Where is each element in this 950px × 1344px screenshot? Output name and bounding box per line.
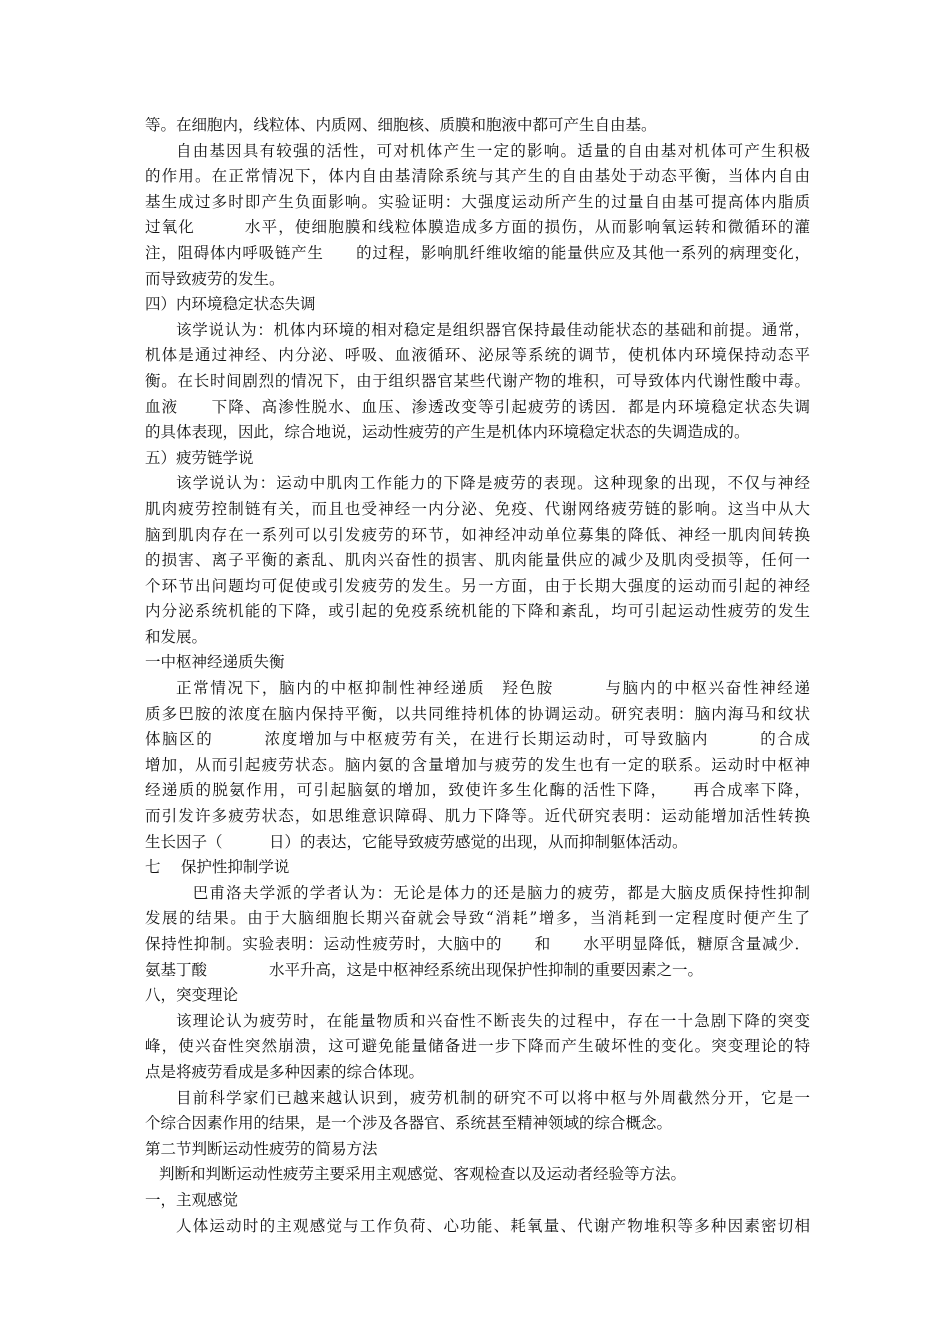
text-line: 增加，从而引起疲劳状态。脑内氨的含量增加与疲劳的发生也有一定的联系。运动时中枢神 — [145, 755, 810, 774]
text-line: 八，突变理论 — [145, 986, 239, 1005]
text-line: 自由基因具有较强的活性，可对机体产生一定的影响。适量的自由基对机体可产生积极 — [176, 141, 810, 160]
text-line: 肌肉疲劳控制链有关，而且也受神经一内分泌、免疫、代谢网络疲劳链的影响。这当中从大 — [145, 499, 810, 518]
text-line: 七 保护性抑制学说 — [145, 858, 290, 877]
text-line: 个环节出问题均可促使或引发疲劳的发生。另一方面，由于长期大强度的运动而引起的神经 — [145, 576, 810, 595]
text-line: 质多巴胺的浓度在脑内保持平衡，以共同维持机体的协调运动。研究表明：脑内海马和纹状 — [145, 704, 810, 723]
text-line: 发展的结果。由于大脑细胞长期兴奋就会导致“消耗”增多，当消耗到一定程度时便产生了 — [145, 909, 810, 928]
text-line: 该理论认为疲劳时，在能量物质和兴奋性不断丧失的过程中，存在一十急剧下降的突变 — [176, 1011, 810, 1030]
text-line: 点是将疲劳看成是多种因素的综合体现。 — [145, 1062, 425, 1081]
text-line: 的作用。在正常情况下，体内自由基清除系统与其产生的自由基处于动态平衡，当体内自由 — [145, 167, 810, 186]
text-line: 该学说认为：机体内环境的相对稳定是组织器官保持最佳动能状态的基础和前提。通常， — [176, 320, 810, 339]
text-line: 体脑区的 浓度增加与中枢疲劳有关，在进行长期运动时，可导致脑内 的合成 — [145, 730, 810, 749]
text-line: 机体是通过神经、内分泌、呼吸、血液循环、泌尿等系统的调节，使机体内环境保持动态平 — [145, 346, 810, 365]
text-line: 等。在细胞内，线粒体、内质网、细胞核、质膜和胞液中都可产生自由基。 — [145, 116, 657, 134]
text-line: 的具体表现，因此，综合地说，运动性疲劳的产生是机体内环境稳定状态的失调造成的。 — [145, 423, 750, 442]
text-line: 五）疲劳链学说 — [145, 448, 254, 467]
text-line: 氨基丁酸 水平升高，这是中枢神经系统出现保护性抑制的重要因素之一。 — [145, 960, 704, 979]
text-line: 生长因子（ 日）的表达，它能导致疲劳感觉的出现，从而抑制躯体活动。 — [145, 832, 688, 851]
text-line: 峰，使兴奋性突然崩溃，这可避免能量储备进一步下降而产生破坏性的变化。突变理论的特 — [145, 1037, 810, 1056]
text-line: 该学说认为：运动中肌肉工作能力的下降是疲劳的表现。这种现象的出现，不仅与神经 — [176, 474, 810, 493]
text-line: 人体运动时的主观感觉与工作负荷、心功能、耗氧量、代谢产物堆积等多种因素密切相 — [176, 1216, 810, 1235]
text-line: 内分泌系统机能的下降，或引起的免疫系统机能的下降和紊乱，均可引起运动性疲劳的发生 — [145, 602, 810, 621]
text-line: 过氧化 水平，使细胞膜和线粒体膜造成多方面的损伤，从而影响氧运转和微循环的灌 — [145, 218, 810, 237]
text-line: 和发展。 — [145, 627, 208, 646]
text-line: 四）内环境稳定状态失调 — [145, 295, 316, 314]
text-line: 而导致疲劳的发生。 — [145, 269, 285, 288]
text-line: 第二节判断运动性疲劳的简易方法 — [145, 1139, 378, 1158]
text-line: 注，阻碍体内呼吸链产生 的过程，影响肌纤维收缩的能量供应及其他一系列的病理变化， — [145, 243, 810, 262]
text-line: 保持性抑制。实验表明：运动性疲劳时，大脑中的 和 水平明显降低，糖原含量减少． — [145, 935, 810, 953]
document-body — [145, 113, 810, 1239]
text-line: 巴甫洛夫学派的学者认为：无论是体力的还是脑力的疲劳，都是大脑皮质保持性抑制 — [176, 883, 810, 902]
text-line: 基生成过多时即产生负面影响。实验证明：大强度运动所产生的过量自由基可提高体内脂质 — [145, 192, 810, 211]
text-line: 脑到肌肉存在一系列可以引发疲劳的环节，如神经冲动单位募集的降低、神经一肌肉间转换 — [145, 525, 810, 544]
text-line: 衡。在长时间剧烈的情况下，由于组织器官某些代谢产物的堆积，可导致体内代谢性酸中毒。 — [145, 371, 810, 390]
text-line: 判断和判断运动性疲劳主要采用主观感觉、客观检查以及运动者经验等方法。 — [159, 1165, 687, 1184]
text-line: 个综合因素作用的结果，是一个涉及各器官、系统甚至精神领域的综合概念。 — [145, 1114, 673, 1133]
text-line: 正常情况下，脑内的中枢抑制性神经递质 羟色胺 与脑内的中枢兴奋性神经递 — [176, 679, 810, 698]
text-line: 一，主观感觉 — [145, 1190, 239, 1209]
text-line: 血液 下降、高渗性脱水、血压、渗透改变等引起疲劳的诱因．都是内环境稳定状态失调 — [145, 397, 810, 416]
text-line: 一中枢神经递质失衡 — [145, 653, 285, 672]
text-line: 目前科学家们已越来越认识到，疲劳机制的研究不可以将中枢与外周截然分开，它是一 — [176, 1088, 810, 1107]
text-line: 而引发许多疲劳状态，如思维意识障碍、肌力下降等。近代研究表明：运动能增加活性转换 — [145, 807, 810, 826]
text-line: 经递质的脱氨作用，可引起脑氨的增加，致使许多生化酶的活性下降， 再合成率下降， — [145, 781, 810, 800]
text-line: 的损害、离子平衡的紊乱、肌肉兴奋性的损害、肌肉能量供应的减少及肌肉受损等，任何一 — [145, 551, 810, 570]
